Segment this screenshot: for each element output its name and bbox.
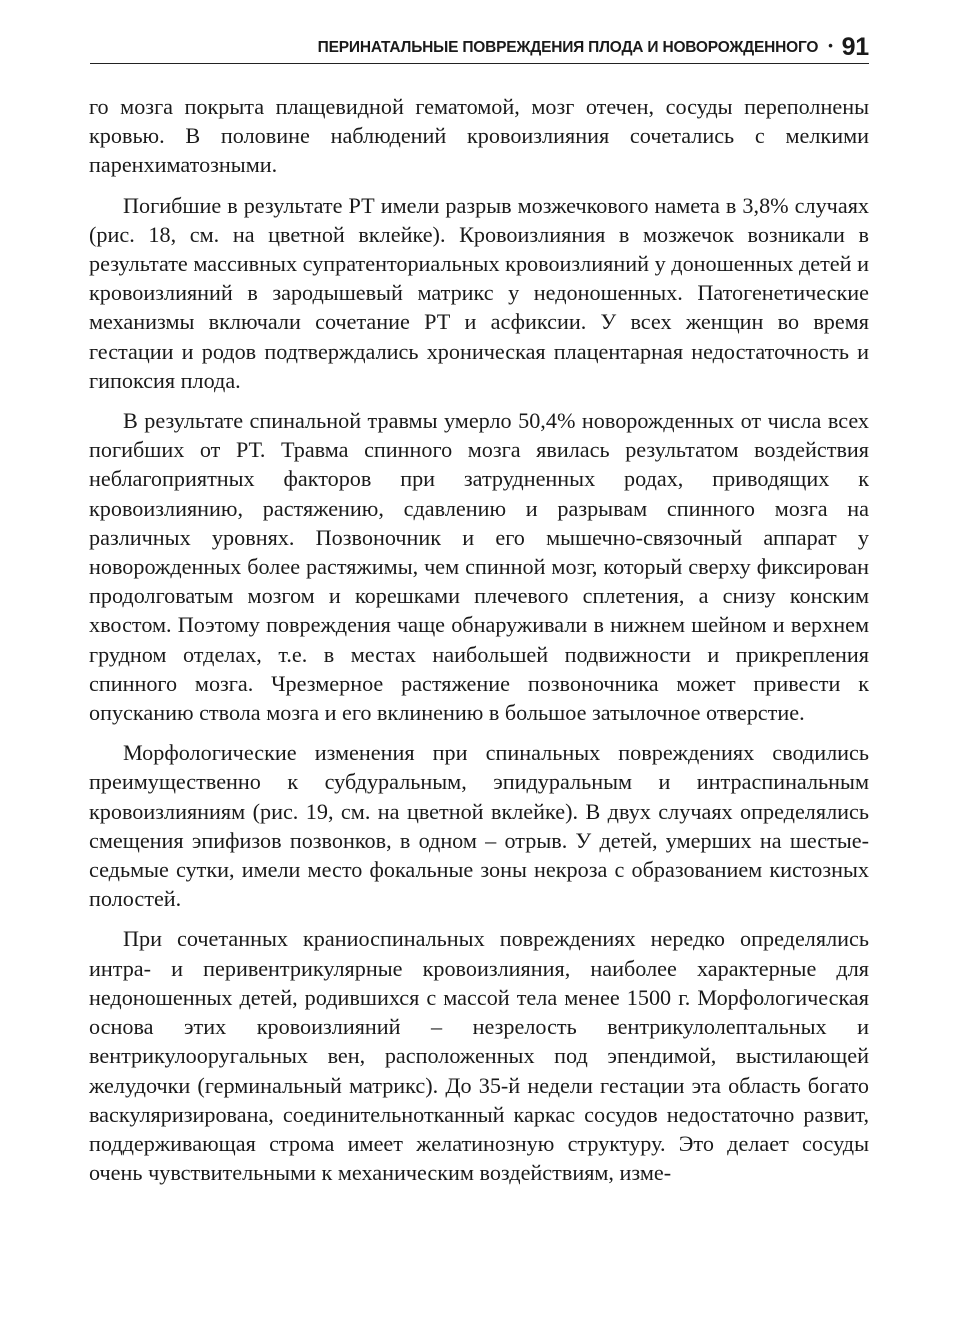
- page-body: [89, 92, 869, 1198]
- page-number: 91: [841, 33, 869, 61]
- paragraph: Погибшие в результате РТ имели разрыв мозжечкового намета в 3,8% случаях (рис. 18, см. на цветной вклейке). Кровоизлияния в мозжечок возникали в результате массивных супратенториальных кровоизлияний у доношенных детей и кровоизлияний в зародышевый матрикс у недоношенных. Патогенетические механизмы включали сочетание РТ и асфиксии. У всех женщин во время гестации и родов подтверждались хроническая плацентарная недостаточность и гипоксия плода.: [89, 192, 869, 393]
- paragraph: В результате спинальной травмы умерло 50,4% новорожденных от числа всех погибших от РТ. Травма спинного мозга явилась результатом воздействия неблагоприятных факторов при затрудненных родах, приводящих к кровоизлиянию, растяжению, сдавлению и разрывам спинного мозга на различных уровнях. Позвоночник и его мышечно-связочный аппарат у новорожденных более растяжимы, чем спинной мозг, который сверху фиксирован продолговатым мозгом и корешками плечевого сплетения, а снизу конским хвостом. Поэтому повреждения чаще обнаруживали в нижнем шейном и верхнем грудном отделах, т.е. в местах наибольшей подвижности и прикрепления спинного мозга. Чрезмерное растяжение позвоночника может привести к опусканию ствола мозга и его вклинению в большое затылочное отверстие.: [89, 408, 869, 726]
- paragraph: Морфологические изменения при спинальных повреждениях сводились преимущественно к субдуральным, эпидуральным и интраспинальным кровоизлияниям (рис. 19, см. на цветной вклейке). В двух случаях определялись смещения эпифизов позвонков, в одном – отрыв. У детей, умерших на шестые-седьмые сутки, имели место фокальные зоны некроза с образованием кистозных полостей.: [89, 740, 869, 912]
- running-header: [90, 33, 869, 64]
- paragraph: го мозга покрыта плащевидной гематомой, мозг отечен, сосуды переполнены кровью. В половине наблюдений кровоизлияния сочетались с мелкими паренхиматозными.: [89, 94, 869, 178]
- header-bullet: •: [828, 38, 833, 53]
- running-title: ПЕРИНАТАЛЬНЫЕ ПОВРЕЖДЕНИЯ ПЛОДА И НОВОРОЖДЕННОГО: [317, 39, 819, 56]
- paragraph: При сочетанных краниоспинальных повреждениях нередко определялись интра- и перивентрикулярные кровоизлияния, наиболее характерные для недоношенных детей, родившихся с массой тела менее 1500 г. Морфологическая основа этих кровоизлияний – незрелость вентрикулолептальных и вентрикулооругальных вен, расположенных под эпендимой, выстилающей желудочки (герминальный матрикс). До 35-й недели гестации эта область богато васкуляризирована, соединительнотканный каркас сосудов недостаточно развит, поддерживающая строма имеет желатинозную структуру. Это делает сосуды очень чувствительными к механическим воздействиям, изме-: [89, 926, 869, 1186]
